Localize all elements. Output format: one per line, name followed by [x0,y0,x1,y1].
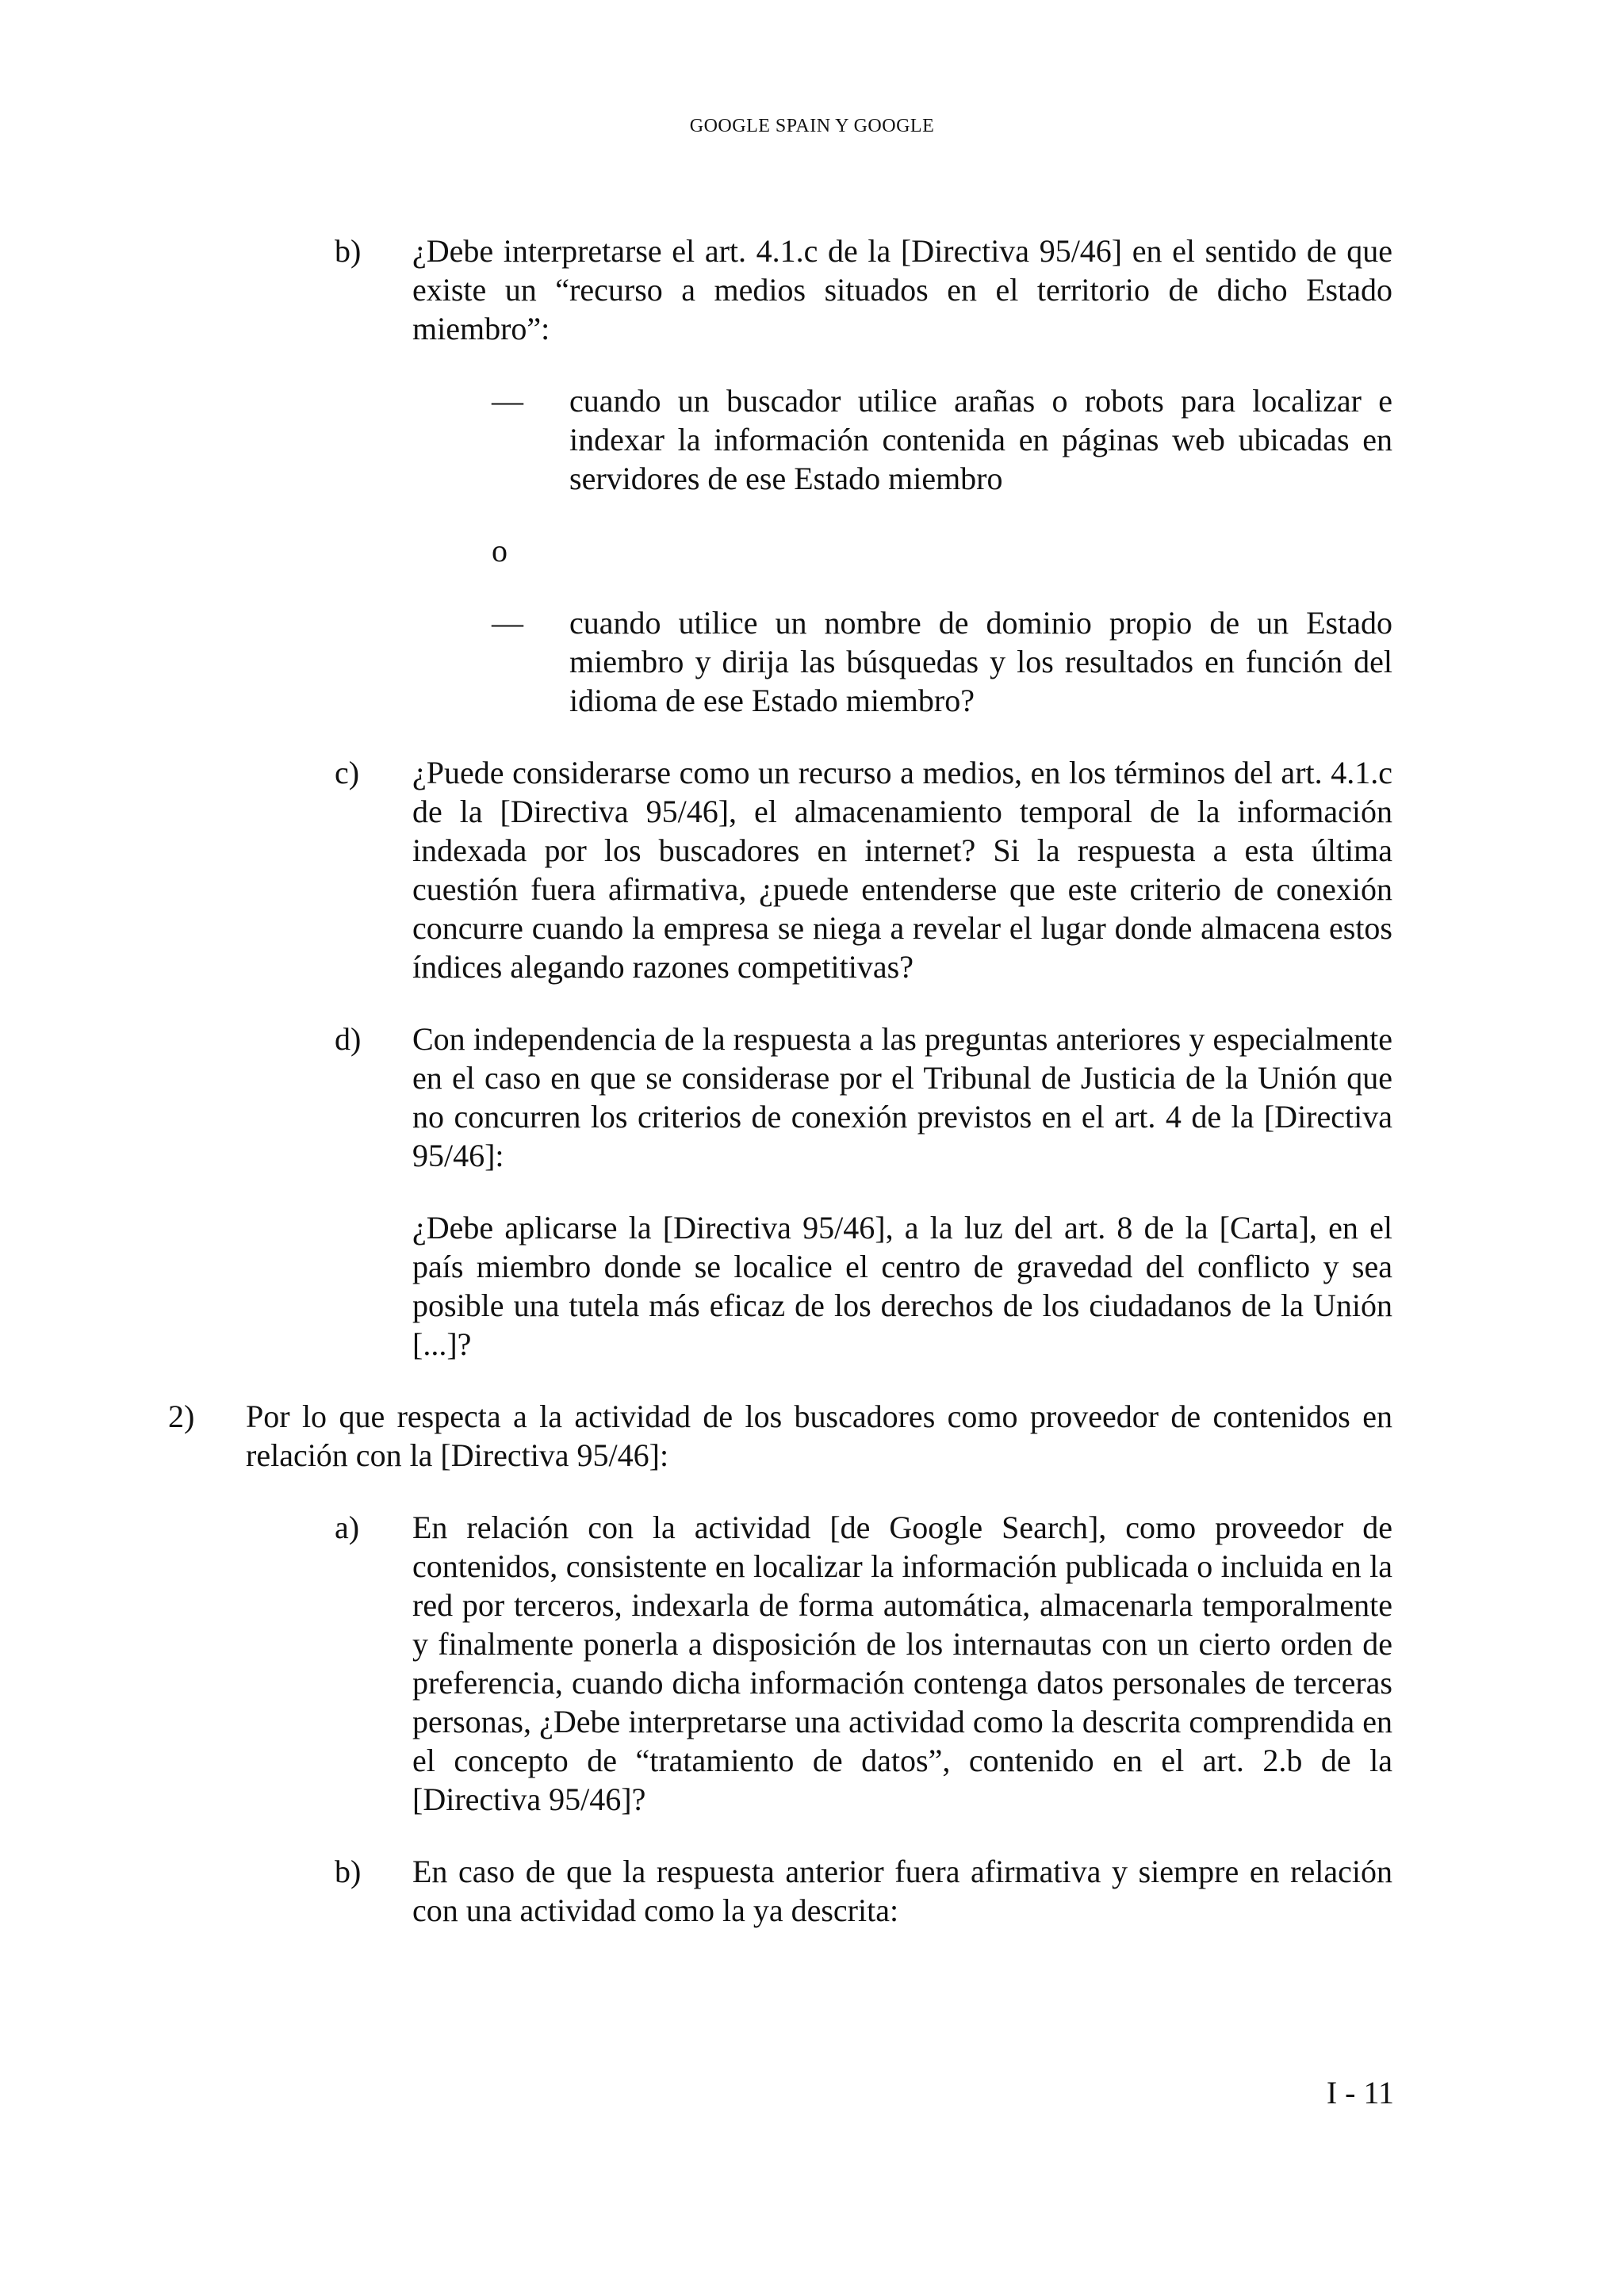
item-label: b) [335,233,362,269]
item-text: En caso de que la respuesta anterior fuera afirmativa y siempre en relación con una actividad como la ya descrita: [412,1854,1392,1928]
page-number: I - 11 [1326,2075,1394,2110]
item-text: ¿Debe interpretarse el art. 4.1.c de la [Directiva 95/46] en el sentido de que existe un “recurso a medios situados en el territorio de dicho Estado miembro”: [412,233,1392,346]
dash-label: — [492,383,523,419]
item-text: Con independencia de la respuesta a las preguntas anteriores y especialmente en el caso en que se considerase por el Tribunal de Justicia de la Unión que no concurren los criterios de conexión previstos en el art. 4 de la [Directiva 95/46]: [412,1021,1392,1173]
item-text: ¿Puede considerarse como un recurso a medios, en los términos del art. 4.1.c de la [Directiva 95/46], el almacenamiento temporal de la información indexada por los buscadores en internet? Si la respuesta a esta última cuestión fuera afirmativa, ¿puede entenderse que este criterio de conexión concurre cuando la empresa se niega a revelar el lugar donde almacena estos índices alegando razones competitivas? [412,755,1392,985]
question-1d [335,1020,1392,1175]
question-1c [335,753,1392,986]
dash-item-spiders [492,381,1392,498]
question-2 [168,1397,1392,1475]
item-text: En relación con la actividad [de Google Search], como proveedor de contenidos, consistente en localizar la información publicada o incluida en la red por terceros, indexarla de forma automática, almacenarla temporalmente y finalmente ponerla a disposición de los internautas con un cierto orden de preferencia, cuando dicha información contenga datos personales de terceras personas, ¿Debe interpretarse una actividad como la descrita comprendida en el concepto de “tratamiento de datos”, contenido en el art. 2.b de la [Directiva 95/46]? [412,1510,1392,1817]
item-label: a) [335,1510,360,1545]
item-label: b) [335,1854,362,1889]
question-1d-continuation: ¿Debe aplicarse la [Directiva 95/46], a la luz del art. 8 de la [Carta], en el país miembro donde se localice el centro de gravedad del conflicto y sea posible una tutela más eficaz de los derechos de los ciudadanos de la Unión [...]? [412,1210,1392,1362]
dash-item-domain [492,603,1392,720]
connector-or: o [492,533,508,568]
running-head: GOOGLE SPAIN Y GOOGLE [689,116,935,136]
question-2a [335,1508,1392,1819]
dash-text: cuando un buscador utilice arañas o robots para localizar e indexar la información contenida en páginas web ubicadas en servidores de ese Estado miembro [569,383,1392,496]
question-2b [335,1852,1392,1930]
question-1b [335,232,1392,348]
dash-text: cuando utilice un nombre de dominio propio de un Estado miembro y dirija las búsquedas y los resultados en función del idioma de ese Estado miembro? [569,605,1392,718]
item-label: d) [335,1021,362,1057]
dash-label: — [492,605,523,641]
item-label: c) [335,755,360,790]
page-body [168,232,1392,1930]
item-text: Por lo que respecta a la actividad de los buscadores como proveedor de contenidos en relación con la [Directiva 95/46]: [246,1399,1392,1473]
item-label: 2) [168,1399,195,1434]
